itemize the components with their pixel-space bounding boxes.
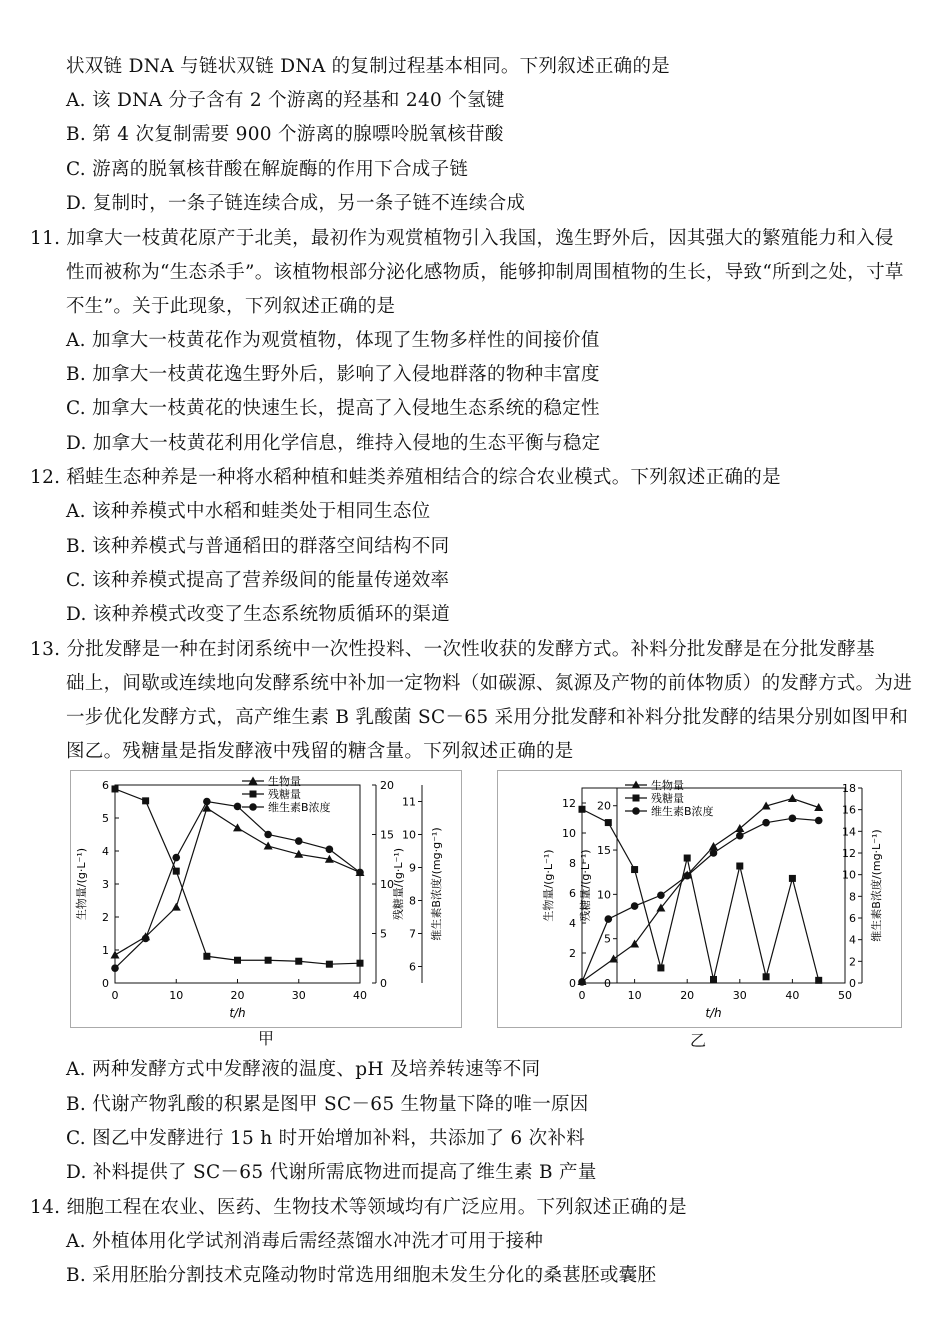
- yi-left-tick-label: 12: [562, 797, 576, 810]
- jia-point-1: [265, 957, 272, 964]
- q11-option-d: D. 加拿大一枝黄花利用化学信息，维持入侵地的生态平衡与稳定: [66, 433, 601, 454]
- jia-right2-tick-label: 7: [409, 927, 416, 941]
- q10-stem: 状双链 DNA 与链状双链 DNA 的复制过程基本相同。下列叙述正确的是: [66, 56, 671, 77]
- q13-option-d: D. 补料提供了 SC－65 代谢所需底物进而提高了维生素 B 产量: [66, 1162, 597, 1183]
- yi-right2-tick-label: 8: [849, 890, 856, 904]
- q11-stem-3: 不生”。关于此现象，下列叙述正确的是: [66, 296, 396, 317]
- q10-option-c: C. 游离的脱氧核苷酸在解旋酶的作用下合成子链: [66, 159, 469, 180]
- jia-right1-tick-label: 20: [380, 779, 394, 792]
- q11-option-c: C. 加拿大一枝黄花的快速生长，提高了入侵地生态系统的稳定性: [66, 398, 600, 419]
- yi-point-1: [605, 819, 612, 826]
- jia-point-2: [234, 803, 242, 811]
- yi-series-line-1: [582, 809, 819, 980]
- jia-point-1: [357, 960, 364, 967]
- yi-point-1: [657, 964, 664, 971]
- yi-point-2: [789, 815, 797, 823]
- q11-option-b: B. 加拿大一枝黄花逸生野外后，影响了入侵地群落的物种丰富度: [66, 364, 600, 385]
- q13-stem-1: 13. 分批发酵是一种在封闭系统中一次性投料、一次性收获的发酵方式。补料分批发酵是在分批发酵基: [30, 639, 875, 660]
- yi-left-tick-label: 10: [562, 827, 576, 840]
- q14-option-b: B. 采用胚胎分割技术克隆动物时常选用细胞未发生分化的桑葚胚或囊胚: [66, 1265, 657, 1286]
- yi-point-1: [815, 977, 822, 984]
- jia-point-0: [172, 903, 181, 911]
- q13-stem-2: 础上，间歇或连续地向发酵系统中补加一定物料（如碳源、氮源及产物的前体物质）的发酵方式。为进: [66, 673, 913, 694]
- jia-point-2: [264, 831, 272, 839]
- chart-yi: [497, 770, 902, 1028]
- jia-x-tick-label: 30: [291, 989, 306, 1002]
- yi-right1-tick-label: 15: [597, 844, 611, 858]
- jia-x-tick-label: 40: [353, 989, 367, 1002]
- chart-yi-caption: 乙: [690, 1031, 707, 1050]
- jia-right2-tick-label: 8: [409, 894, 416, 908]
- q10-option-b: B. 第 4 次复制需要 900 个游离的腺嘌呤脱氧核苷酸: [66, 124, 504, 145]
- yi-right2-tick-label: 18: [842, 782, 856, 795]
- q13-option-b: B. 代谢产物乳酸的积累是图甲 SC－65 生物量下降的唯一原因: [66, 1094, 589, 1115]
- yi-point-1: [684, 855, 691, 862]
- jia-legend-label: 残糖量: [268, 788, 301, 801]
- jia-left-tick-label: 2: [102, 911, 109, 924]
- jia-legend-marker: [250, 791, 257, 798]
- q12-option-a: A. 该种养模式中水稻和蛙类处于相同生态位: [66, 501, 431, 522]
- jia-x-tick-label: 0: [111, 989, 119, 1002]
- jia-point-0: [111, 950, 120, 958]
- jia-right2-axis-label: 维生素B浓度/(mg·g⁻¹): [430, 827, 443, 941]
- jia-point-1: [326, 961, 333, 968]
- jia-x-tick-label: 20: [230, 989, 245, 1002]
- jia-point-1: [112, 785, 119, 792]
- yi-point-0: [709, 842, 718, 850]
- q13-option-a: A. 两种发酵方式中发酵液的温度、pH 及培养转速等不同: [66, 1059, 541, 1080]
- jia-right1-tick-label: 5: [380, 927, 387, 941]
- yi-left-tick-label: 0: [569, 977, 576, 990]
- yi-point-2: [605, 915, 613, 923]
- yi-point-2: [710, 849, 718, 857]
- q11-stem-2: 性而被称为“生态杀手”。该植物根部分泌化感物质，能够抑制周围植物的生长，导致“所到之处，寸草: [66, 262, 904, 283]
- yi-right2-tick-label: 10: [842, 868, 856, 882]
- yi-legend-label: 维生素B浓度: [651, 805, 714, 818]
- jia-left-tick-label: 3: [102, 878, 109, 891]
- yi-right1-axis-label: 残糖量/(g·L⁻¹): [579, 849, 592, 922]
- jia-point-2: [295, 837, 303, 845]
- yi-point-2: [815, 817, 823, 825]
- yi-right1-tick-label: 20: [597, 799, 611, 813]
- yi-left-tick-label: 6: [569, 887, 576, 900]
- q13-stem-3: 一步优化发酵方式，高产维生素 B 乳酸菌 SC－65 采用分批发酵和补料分批发酵的结果分别如图甲和: [66, 707, 909, 728]
- yi-right1-tick-label: 10: [597, 888, 611, 902]
- jia-point-0: [233, 823, 242, 831]
- jia-right2-tick-label: 6: [409, 960, 416, 974]
- jia-left-tick-label: 6: [102, 779, 109, 792]
- jia-legend-label: 维生素B浓度: [268, 801, 331, 814]
- q13-stem-4: 图乙。残糖量是指发酵液中残留的糖含量。下列叙述正确的是: [66, 741, 574, 762]
- jia-point-2: [203, 798, 211, 806]
- jia-right1-tick-label: 0: [380, 977, 387, 990]
- yi-left-tick-label: 2: [569, 947, 576, 960]
- yi-x-tick-label: 10: [627, 989, 642, 1002]
- jia-right2-tick-label: 11: [402, 795, 416, 809]
- jia-point-1: [234, 957, 241, 964]
- q13-option-c: C. 图乙中发酵进行 15 h 时开始增加补料，共添加了 6 次补料: [66, 1128, 586, 1149]
- yi-right1-tick-label: 0: [604, 977, 611, 990]
- yi-point-2: [631, 902, 639, 910]
- jia-x-axis-label: t/h: [229, 1006, 246, 1020]
- yi-legend-label: 生物量: [651, 779, 684, 792]
- yi-left-tick-label: 8: [569, 857, 576, 870]
- yi-x-tick-label: 50: [838, 989, 852, 1002]
- q10-option-a: A. 该 DNA 分子含有 2 个游离的羟基和 240 个氢键: [66, 90, 505, 111]
- q14-stem: 14. 细胞工程在农业、医药、生物技术等领域均有广泛应用。下列叙述正确的是: [30, 1197, 687, 1218]
- yi-x-tick-label: 20: [680, 989, 695, 1002]
- yi-point-2: [578, 978, 586, 986]
- jia-point-1: [295, 958, 302, 965]
- yi-right2-tick-label: 6: [849, 912, 856, 925]
- yi-point-1: [763, 973, 770, 980]
- jia-right2-tick-label: 10: [402, 828, 416, 842]
- jia-right1-tick-label: 15: [380, 828, 394, 842]
- q14-option-a: A. 外植体用化学试剂消毒后需经蒸馏水冲洗才可用于接种: [66, 1231, 544, 1252]
- jia-point-2: [142, 935, 150, 943]
- yi-series-line-2: [582, 818, 819, 982]
- q11-option-a: A. 加拿大一枝黄花作为观赏植物，体现了生物多样性的间接价值: [66, 330, 600, 351]
- jia-point-2: [356, 869, 364, 877]
- jia-point-2: [172, 854, 180, 862]
- yi-point-1: [631, 866, 638, 873]
- yi-legend-marker: [633, 795, 640, 802]
- yi-right2-tick-label: 0: [849, 977, 856, 990]
- yi-left-tick-label: 4: [569, 917, 576, 930]
- yi-point-2: [683, 872, 691, 880]
- yi-x-tick-label: 40: [785, 989, 800, 1002]
- yi-x-tick-label: 30: [732, 989, 747, 1002]
- jia-legend-marker: [249, 803, 257, 811]
- yi-point-0: [788, 794, 797, 802]
- jia-point-2: [111, 964, 119, 972]
- jia-point-1: [173, 868, 180, 875]
- jia-point-2: [326, 846, 334, 854]
- q12-option-d: D. 该种养模式改变了生态系统物质循环的渠道: [66, 604, 451, 625]
- yi-right1-tick-label: 5: [604, 932, 611, 946]
- jia-left-tick-label: 1: [102, 944, 109, 957]
- q12-option-b: B. 该种养模式与普通稻田的群落空间结构不同: [66, 536, 450, 557]
- jia-point-1: [142, 797, 149, 804]
- jia-legend-label: 生物量: [268, 775, 301, 788]
- yi-right2-tick-label: 12: [842, 847, 856, 860]
- yi-right2-tick-label: 2: [849, 955, 856, 969]
- chart-jia: [70, 770, 462, 1028]
- yi-right2-axis-label: 维生素B浓度/(mg·L⁻¹): [870, 829, 883, 942]
- yi-x-tick-label: 0: [578, 989, 586, 1002]
- jia-point-0: [264, 842, 273, 850]
- yi-left-axis-label: 生物量/(g·L⁻¹): [542, 849, 555, 922]
- yi-point-1: [736, 863, 743, 870]
- yi-legend-label: 残糖量: [651, 792, 684, 805]
- chart-jia-caption: 甲: [258, 1029, 275, 1048]
- jia-right1-tick-label: 10: [380, 878, 394, 891]
- yi-series-line-0: [582, 799, 819, 982]
- q10-option-d: D. 复制时，一条子链连续合成，另一条子链不连续合成: [66, 193, 526, 214]
- jia-left-tick-label: 0: [102, 977, 109, 990]
- q12-option-c: C. 该种养模式提高了营养级间的能量传递效率: [66, 570, 450, 591]
- jia-right2-tick-label: 9: [409, 861, 416, 875]
- yi-point-1: [579, 806, 586, 813]
- q12-stem: 12. 稻蛙生态种养是一种将水稻种植和蛙类养殖相结合的综合农业模式。下列叙述正确的是: [30, 467, 781, 488]
- yi-point-2: [736, 832, 744, 840]
- jia-x-tick-label: 10: [169, 989, 184, 1002]
- yi-legend-marker: [632, 807, 640, 815]
- yi-x-axis-label: t/h: [705, 1006, 722, 1020]
- jia-left-axis-label: 生物量/(g·L⁻¹): [75, 847, 88, 921]
- yi-point-2: [762, 819, 770, 827]
- jia-right1-axis-label: 残糖量/(g·L⁻¹): [392, 847, 405, 921]
- jia-left-tick-label: 4: [102, 845, 109, 858]
- q11-stem-1: 11. 加拿大一枝黄花原产于北美，最初作为观赏植物引入我国，逸生野外后，因其强大的繁殖能力和入侵: [30, 228, 894, 249]
- jia-left-tick-label: 5: [102, 812, 109, 825]
- jia-point-1: [203, 953, 210, 960]
- yi-right2-tick-label: 4: [849, 933, 856, 947]
- yi-right2-tick-label: 16: [842, 803, 856, 817]
- yi-point-1: [710, 976, 717, 983]
- yi-point-2: [657, 891, 665, 899]
- jia-series-line-1: [115, 789, 360, 964]
- yi-point-1: [789, 875, 796, 882]
- yi-right2-tick-label: 14: [842, 825, 856, 839]
